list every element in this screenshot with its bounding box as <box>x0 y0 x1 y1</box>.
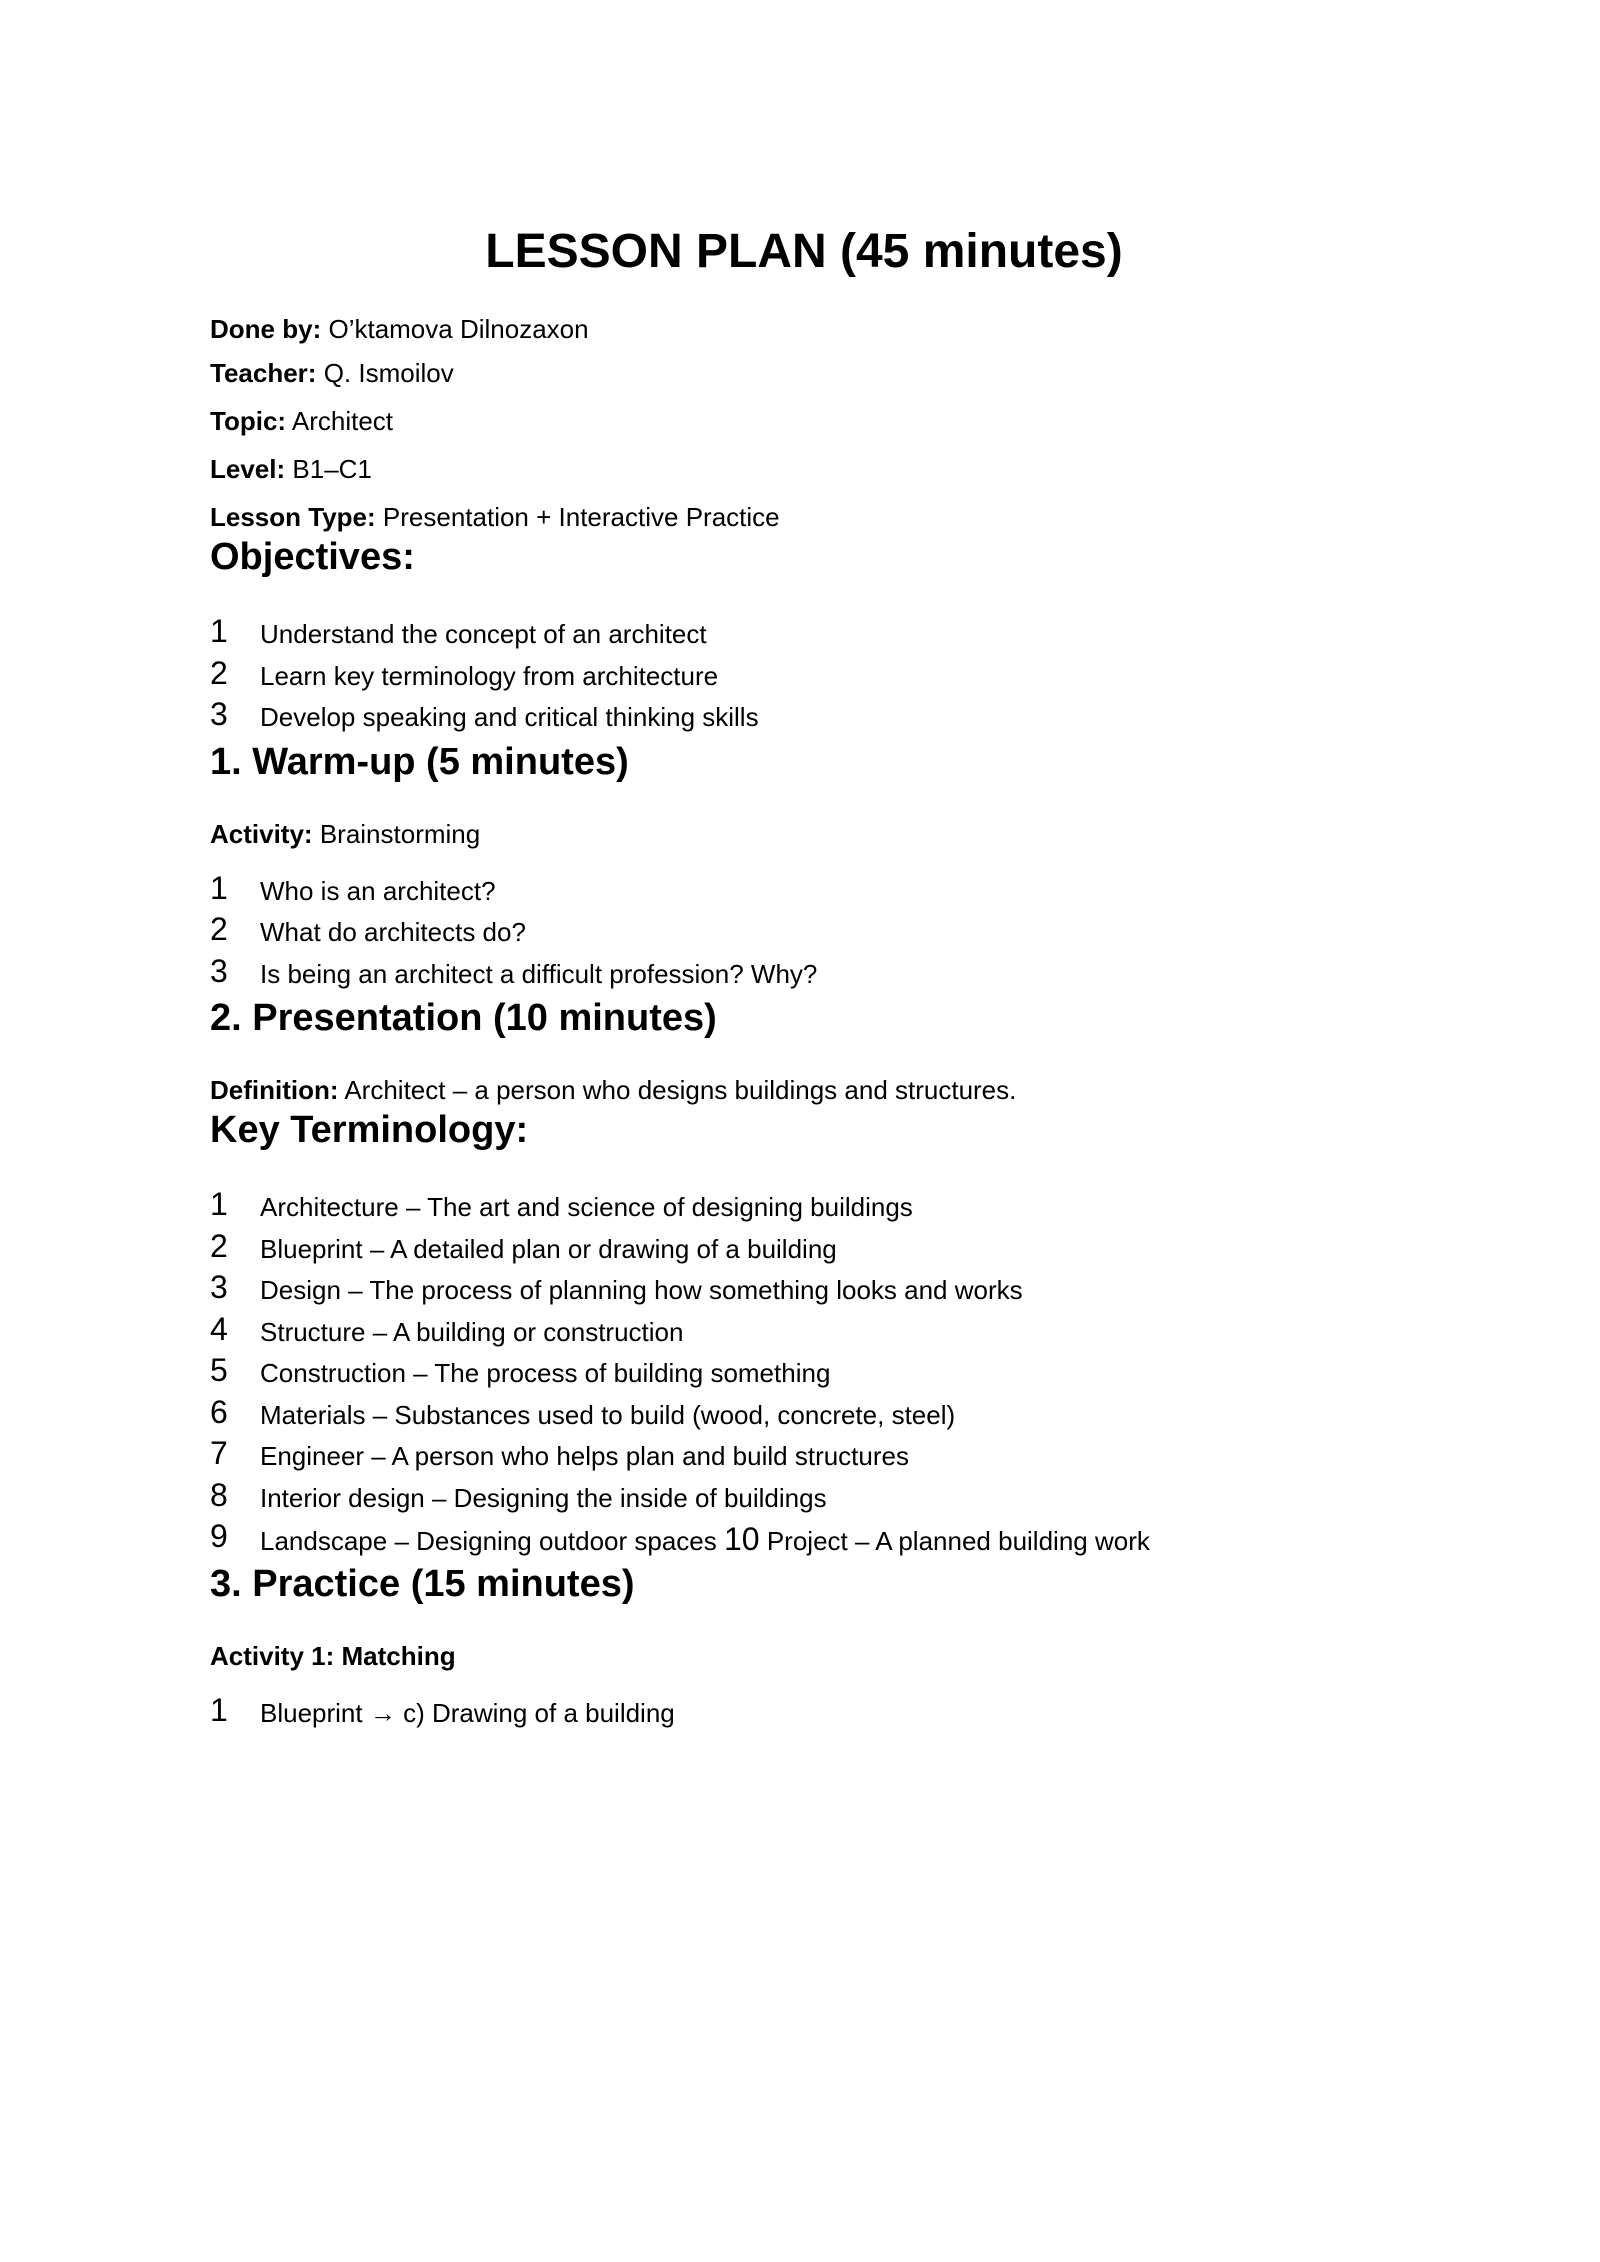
item-number: 10 <box>724 1521 760 1557</box>
item-number: 1 <box>210 1186 228 1222</box>
list-item <box>210 1270 1430 1312</box>
item-text: Landscape – Designing outdoor spaces <box>260 1526 717 1556</box>
topic-value: Architect <box>291 406 394 436</box>
done-by-line <box>210 312 1430 346</box>
done-by-value: O’ktamova Dilnozaxon <box>328 314 589 344</box>
item-text: Develop speaking and critical thinking skills <box>260 702 759 732</box>
list-item <box>210 1229 1430 1271</box>
warmup-activity-line <box>210 817 1430 851</box>
topic-label: Topic: <box>210 406 287 436</box>
item-text: Materials – Substances used to build (wood, concrete, steel) <box>260 1399 956 1430</box>
list-item <box>210 614 1430 656</box>
lesson-type-label: Lesson Type: <box>210 502 376 532</box>
item-text: Blueprint – A detailed plan or drawing of a building <box>260 1233 837 1264</box>
item-number: 6 <box>210 1393 228 1430</box>
page-title: LESSON PLAN (45 minutes) <box>485 225 1123 278</box>
item-text: Learn key terminology from architecture <box>260 660 719 691</box>
item-number: 2 <box>210 1227 228 1264</box>
objectives-heading: Objectives: <box>210 536 415 578</box>
item-number: 3 <box>210 1269 228 1305</box>
teacher-label: Teacher: <box>210 358 317 388</box>
level-line <box>210 452 1430 486</box>
teacher-line <box>210 356 1430 390</box>
definition-line <box>210 1073 1430 1107</box>
list-item <box>210 1519 1430 1561</box>
warmup-activity-value: Brainstorming <box>319 818 481 849</box>
list-item <box>210 871 1430 913</box>
topic-line <box>210 404 1430 438</box>
terminology-list <box>210 1187 1430 1561</box>
item-number: 9 <box>210 1518 228 1554</box>
warmup-questions-list <box>210 871 1430 996</box>
item-text: Blueprint → c) Drawing of a building <box>260 1697 675 1728</box>
item-text: Who is an architect? <box>260 875 496 906</box>
item-number: 2 <box>210 911 228 947</box>
list-item <box>210 912 1430 954</box>
item-text: Design – The process of planning how something looks and works <box>260 1275 1023 1305</box>
list-item <box>210 1312 1430 1354</box>
warmup-heading: 1. Warm-up (5 minutes) <box>210 740 629 783</box>
practice-heading: 3. Practice (15 minutes) <box>210 1562 635 1605</box>
item-text: Construction – The process of building something <box>260 1358 831 1388</box>
warmup-activity-label: Activity: <box>210 818 313 849</box>
presentation-heading: 2. Presentation (10 minutes) <box>210 997 717 1039</box>
list-item <box>210 697 1430 739</box>
document-page <box>210 222 1430 1734</box>
item-number: 1 <box>210 869 228 906</box>
item-number: 3 <box>210 952 228 989</box>
list-item <box>210 656 1430 698</box>
item-number: 4 <box>210 1310 228 1347</box>
item-text: Project – A planned building work <box>766 1526 1150 1556</box>
item-number: 8 <box>210 1476 228 1513</box>
item-number: 2 <box>210 654 228 691</box>
lesson-type-value: Presentation + Interactive Practice <box>382 502 780 532</box>
definition-value: Architect – a person who designs buildings and structures. <box>344 1075 1017 1105</box>
list-item <box>210 1436 1430 1478</box>
lesson-type-line <box>210 500 1430 534</box>
item-number: 1 <box>210 613 228 649</box>
list-item <box>210 1353 1430 1395</box>
list-item <box>210 954 1430 996</box>
item-text: What do architects do? <box>260 917 526 947</box>
level-value: B1–C1 <box>292 454 372 484</box>
item-text: Structure – A building or construction <box>260 1316 684 1347</box>
practice-activity-line <box>210 1639 1430 1673</box>
list-item <box>210 1478 1430 1520</box>
done-by-label: Done by: <box>210 314 322 344</box>
item-text: Architecture – The art and science of designing buildings <box>260 1192 913 1222</box>
level-label: Level: <box>210 454 286 484</box>
definition-label: Definition: <box>210 1075 339 1105</box>
item-text: Is being an architect a difficult profession? Why? <box>260 958 818 989</box>
list-item <box>210 1395 1430 1437</box>
item-text: Understand the concept of an architect <box>260 619 707 649</box>
item-text: Interior design – Designing the inside of buildings <box>260 1482 827 1513</box>
teacher-value: Q. Ismoilov <box>323 358 454 388</box>
item-number: 5 <box>210 1352 228 1388</box>
item-number: 3 <box>210 696 228 732</box>
item-number: 1 <box>210 1691 228 1728</box>
list-item <box>210 1693 1430 1735</box>
item-text: Engineer – A person who helps plan and build structures <box>260 1441 909 1471</box>
practice-activity-label: Activity 1: Matching <box>210 1640 456 1671</box>
objectives-list <box>210 614 1430 739</box>
terminology-heading: Key Terminology: <box>210 1109 529 1151</box>
matching-list <box>210 1693 1430 1735</box>
item-number: 7 <box>210 1435 228 1471</box>
list-item <box>210 1187 1430 1229</box>
